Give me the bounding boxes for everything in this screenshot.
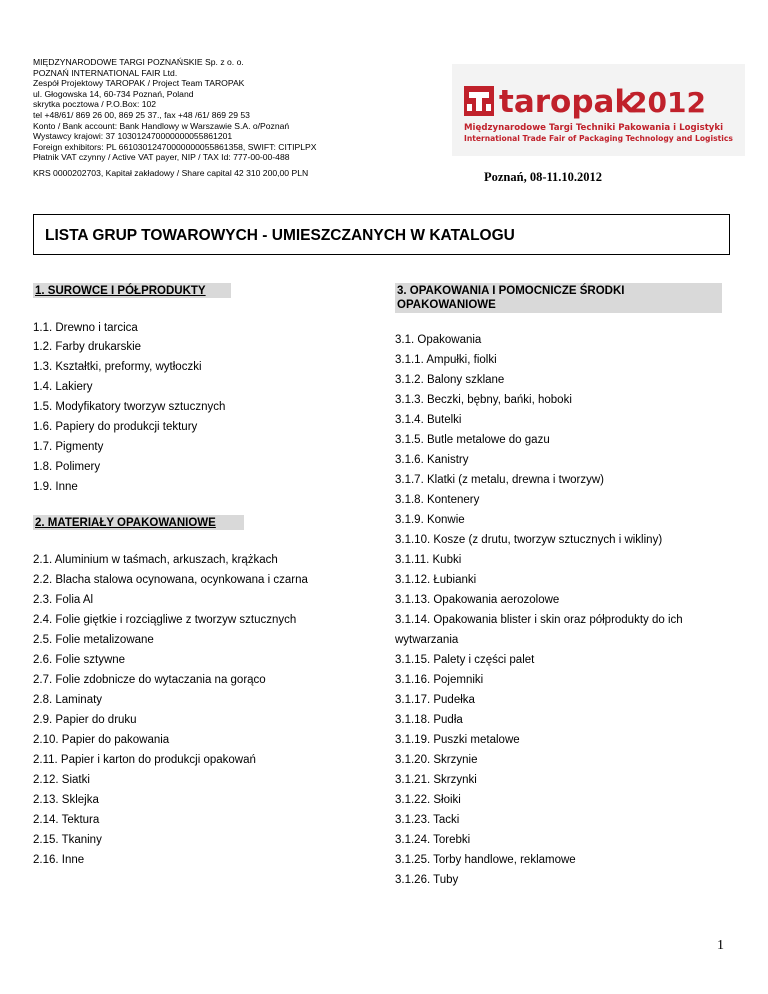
list-item: 3.1.12. Łubianki [395, 574, 477, 586]
list-item: wytwarzania [395, 634, 459, 646]
list-item: 3.1.14. Opakowania blister i skin oraz półprodukty do ich [395, 614, 683, 626]
list-item: 2.11. Papier i karton do produkcji opakowań [33, 754, 256, 766]
list-item: 2.6. Folie sztywne [33, 654, 126, 666]
section3-heading-line2: OPAKOWANIOWE [397, 299, 496, 311]
krs-line: KRS 0000202703, Kapitał zakładowy / Share capital 42 310 200,00 PLN [33, 167, 309, 178]
list-item: 1.1. Drewno i tarcica [33, 322, 138, 334]
taropak-logo-graphic [452, 64, 745, 156]
header-line: Foreign exhibitors: PL 66103012470000000055861358, SWIFT: CITIPLPX [33, 141, 317, 152]
list-item: 3.1.10. Kosze (z drutu, tworzyw sztucznych i wikliny) [395, 534, 663, 546]
logo-year-text: 2012 [628, 86, 706, 119]
list-item: 3.1.8. Kontenery [395, 494, 480, 506]
list-item: 2.2. Blacha stalowa ocynowana, ocynkowana i czarna [33, 574, 308, 586]
logo-tagline-en: International Trade Fair of Packaging Technology and Logistics [464, 134, 733, 143]
list-item: 1.2. Farby drukarskie [33, 341, 142, 353]
list-item: 2.10. Papier do pakowania [33, 734, 170, 746]
list-item: 1.9. Inne [33, 481, 78, 493]
list-item: 1.4. Lakiery [33, 381, 93, 393]
header-line: Konto / Bank account: Bank Handlowy w Warszawie S.A. o/Poznań [33, 120, 290, 131]
city-date: Poznań, 08-11.10.2012 [484, 170, 603, 184]
list-item: 2.3. Folia Al [33, 594, 94, 606]
logo-brand-text: taropak [499, 84, 636, 120]
list-item: 2.1. Aluminium w taśmach, arkuszach, krążkach [33, 554, 278, 566]
company-header [33, 57, 413, 179]
page-title: LISTA GRUP TOWAROWYCH - UMIESZCZANYCH W KATALOGU [45, 227, 515, 244]
list-item: 3.1.16. Pojemniki [395, 674, 484, 686]
list-item: 1.3. Kształtki, preformy, wytłoczki [33, 361, 202, 373]
list-item: 3.1.13. Opakowania aerozolowe [395, 594, 560, 606]
list-item: 3.1.5. Butle metalowe do gazu [395, 434, 550, 446]
section3-heading [395, 283, 722, 313]
list-item: 3.1.7. Klatki (z metalu, drewna i tworzyw) [395, 474, 604, 486]
page-number: 1 [717, 938, 724, 953]
logo-tagline-pl: Międzynarodowe Targi Techniki Pakowania i Logistyki [464, 123, 724, 133]
list-item: 2.4. Folie giętkie i rozciągliwe z tworzyw sztucznych [33, 614, 297, 626]
list-item: 3.1.22. Słoiki [395, 794, 461, 806]
list-item: 3.1.2. Balony szklane [395, 374, 505, 386]
section3-heading-line1: 3. OPAKOWANIA I POMOCNICZE ŚRODKI [397, 285, 625, 297]
section1-heading-text: 1. SUROWCE I PÓŁPRODUKTY [35, 285, 206, 297]
list-item: 2.8. Laminaty [33, 694, 103, 706]
section2-heading [33, 515, 244, 530]
list-item: 1.6. Papiery do produkcji tektury [33, 421, 198, 433]
header-line: ul. Głogowska 14, 60-734 Poznań, Poland [33, 88, 194, 99]
list-item: 2.9. Papier do druku [33, 714, 137, 726]
list-item: 3.1.25. Torby handlowe, reklamowe [395, 854, 576, 866]
header-line: tel +48/61/ 869 26 00, 869 25 37., fax +48 /61/ 869 29 53 [33, 109, 250, 120]
list-item: 1.7. Pigmenty [33, 441, 104, 453]
section2-heading-text: 2. MATERIAŁY OPAKOWANIOWE [35, 517, 216, 529]
list-item: 1.5. Modyfikatory tworzyw sztucznych [33, 401, 226, 413]
list-item: 3.1.18. Pudła [395, 714, 463, 726]
list-item: 3.1.1. Ampułki, fiolki [395, 354, 497, 366]
list-item: 3.1.15. Palety i części palet [395, 654, 535, 666]
header-line: POZNAŃ INTERNATIONAL FAIR Ltd. [33, 67, 178, 78]
list-item: 2.5. Folie metalizowane [33, 634, 154, 646]
list-item: 3.1.9. Konwie [395, 514, 465, 526]
list-item: 3.1.23. Tacki [395, 814, 460, 826]
list-item: 2.7. Folie zdobnicze do wytaczania na gorąco [33, 674, 266, 686]
title-box [33, 214, 730, 255]
header-line: Zespół Projektowy TAROPAK / Project Team TAROPAK [33, 78, 245, 89]
list-item: 2.15. Tkaniny [33, 834, 102, 846]
list-item: 3.1.20. Skrzynie [395, 754, 478, 766]
header-line: Wystawcy krajowi: 37 103012470000000055861201 [33, 131, 233, 142]
list-item: 3.1.21. Skrzynki [395, 774, 477, 786]
section1-heading [33, 283, 231, 298]
list-item: 2.12. Siatki [33, 774, 90, 786]
header-line: skrytka pocztowa / P.O.Box: 102 [33, 99, 157, 110]
list-item: 3.1.17. Pudełka [395, 694, 475, 706]
list-item: 3.1.3. Beczki, bębny, bańki, hoboki [395, 394, 572, 406]
list-item: 3.1.26. Tuby [395, 874, 459, 886]
list-item: 2.14. Tektura [33, 814, 100, 826]
list-item: 3.1.19. Puszki metalowe [395, 734, 520, 746]
header-line: Płatnik VAT czynny / Active VAT payer, NIP / TAX Id: 777-00-00-488 [33, 152, 290, 163]
taropak-logo [452, 64, 745, 156]
header-line: MIĘDZYNARODOWE TARGI POZNAŃSKIE Sp. z o. o. [33, 57, 244, 67]
list-item: 3.1.4. Butelki [395, 414, 462, 426]
list-item: 1.8. Polimery [33, 461, 101, 473]
list-item: 2.16. Inne [33, 854, 85, 866]
list-item: 2.13. Sklejka [33, 794, 99, 806]
list-item: 3.1. Opakowania [395, 334, 482, 346]
list-item: 3.1.11. Kubki [395, 554, 462, 566]
list-item: 3.1.24. Torebki [395, 834, 471, 846]
list-item: 3.1.6. Kanistry [395, 454, 469, 466]
